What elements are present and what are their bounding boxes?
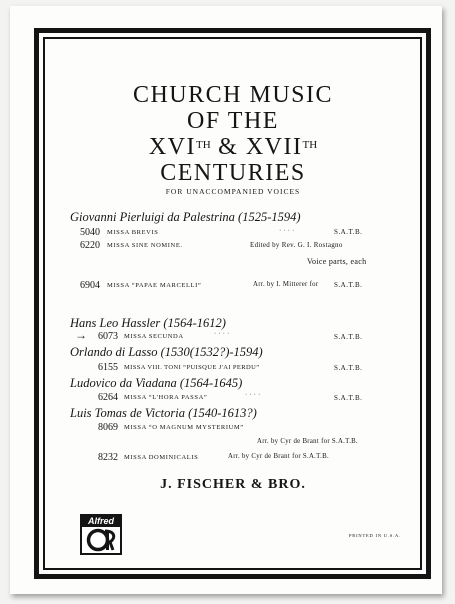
catalog-number: 8069 bbox=[98, 422, 118, 433]
voicing: S.A.T.B. bbox=[334, 394, 363, 402]
voicing: S.A.T.B. bbox=[334, 228, 363, 236]
leader-dots: · · · · bbox=[214, 330, 230, 337]
title-line-4: CENTURIES bbox=[160, 160, 306, 186]
catalog-number: 6155 bbox=[98, 362, 118, 373]
alfred-logo-label: Alfred bbox=[82, 516, 120, 527]
work-title: MISSA “L'HORA PASSA” bbox=[124, 394, 208, 401]
editor-note: Edited by Rev. G. I. Rostagno bbox=[250, 241, 343, 249]
composer-palestrina: Giovanni Pierluigi da Palestrina (1525-1594) bbox=[70, 210, 301, 224]
leader-dots: · · · · bbox=[245, 391, 261, 398]
title-line-2: OF THE bbox=[187, 108, 279, 134]
arranger-note: Arr. by Cyr de Brant for S.A.T.B. bbox=[228, 453, 329, 460]
title-xvii: & XVII bbox=[210, 134, 303, 160]
publisher-name: J. FISCHER & BRO. bbox=[160, 477, 306, 492]
work-title: MISSA SECUNDA bbox=[124, 333, 184, 340]
title-xvi: XVI bbox=[148, 134, 196, 160]
work-title: MISSA “O MAGNUM MYSTERIUM” bbox=[124, 424, 244, 431]
work-title: MISSA BREVIS bbox=[107, 229, 159, 236]
score-cover-page bbox=[10, 6, 442, 594]
alfred-logo bbox=[80, 514, 122, 555]
composer-hassler: Hans Leo Hassler (1564-1612) bbox=[70, 316, 226, 330]
title-sup-2: TH bbox=[302, 139, 318, 151]
alfred-logo-icon bbox=[85, 528, 118, 552]
catalog-number: 6220 bbox=[80, 240, 100, 251]
catalog-number: 5040 bbox=[80, 227, 100, 238]
voicing: S.A.T.B. bbox=[334, 333, 363, 341]
title-sup-1: TH bbox=[195, 139, 211, 151]
composer-lasso: Orlando di Lasso (1530(1532?)-1594) bbox=[70, 345, 263, 359]
composer-victoria: Luis Tomas de Victoria (1540-1613?) bbox=[70, 406, 257, 420]
subtitle: FOR UNACCOMPANIED VOICES bbox=[165, 187, 301, 196]
work-title: MISSA VIII. TONI “PUISQUE J'AI PERDU” bbox=[124, 364, 260, 371]
printed-in-usa: PRINTED IN U.S.A. bbox=[349, 533, 401, 538]
composer-viadana: Ludovico da Viadana (1564-1645) bbox=[70, 376, 243, 390]
work-title: MISSA “PAPAE MARCELLI” bbox=[107, 282, 202, 289]
work-title: MISSA DOMINICALIS bbox=[124, 454, 199, 461]
voice-parts-note: Voice parts, each bbox=[307, 257, 367, 266]
leader-dots: · · · · bbox=[279, 227, 295, 234]
arranger-note: Arr. by I. Mitterer for bbox=[253, 281, 319, 288]
catalog-number: 6264 bbox=[98, 392, 118, 403]
work-title: MISSA SINE NOMINE. bbox=[107, 242, 183, 249]
arranger-note: Arr. by Cyr de Brant for S.A.T.B. bbox=[257, 438, 358, 445]
catalog-number: 8232 bbox=[98, 452, 118, 463]
voicing: S.A.T.B. bbox=[334, 281, 363, 289]
arrow-right-icon: → bbox=[75, 328, 87, 342]
title-line-3 bbox=[46, 134, 420, 160]
catalog-number: 6073 bbox=[98, 331, 118, 342]
catalog-number: 6904 bbox=[80, 280, 100, 291]
title-line-1: CHURCH MUSIC bbox=[132, 82, 334, 108]
voicing: S.A.T.B. bbox=[334, 364, 363, 372]
